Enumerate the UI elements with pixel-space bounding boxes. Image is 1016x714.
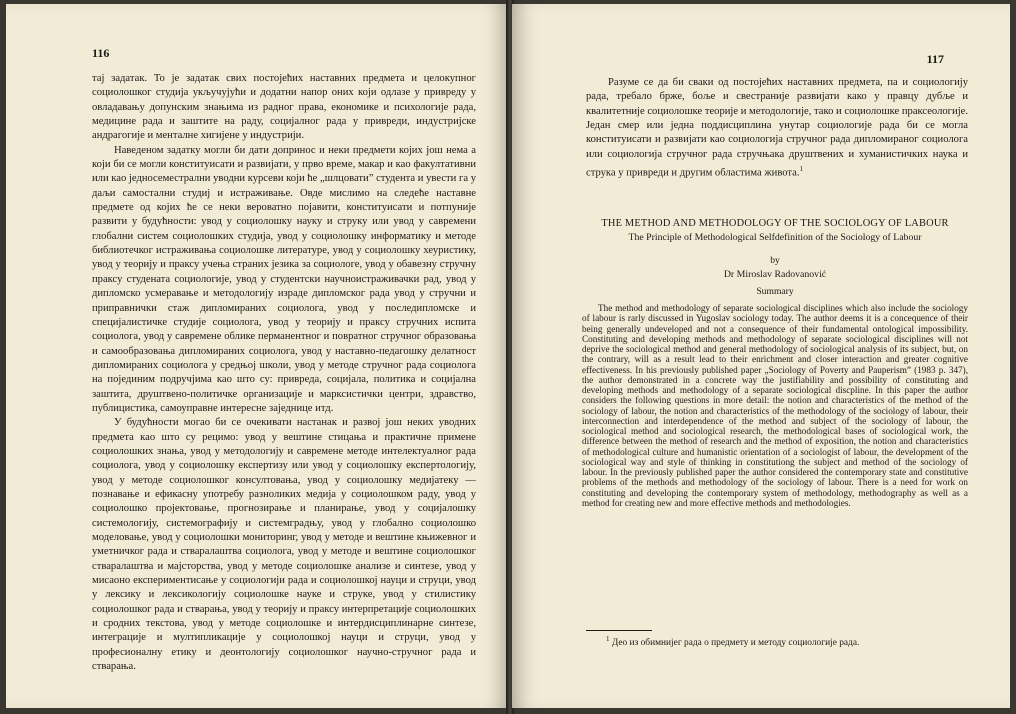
footnote-reference: 1	[799, 165, 804, 174]
left-page-body	[92, 72, 476, 674]
summary-by: by	[770, 255, 780, 266]
paragraph	[586, 76, 968, 181]
footnote	[606, 635, 966, 648]
footnote-divider	[586, 630, 652, 631]
left-page	[6, 4, 508, 708]
english-summary	[582, 218, 968, 508]
summary-heading: Summary	[756, 286, 794, 297]
paragraph: Наведеном задатку могли би дати допринос и неки предмети којих још нема а који би се могли конституисати и развијати, у прво време, макар и као факултативни или као једносеместрални уводни курсеви који ће „шлцовати” студента и увести га у даљи самостални студиј и истраживање. Овде мислимо на следеће наставне предмете од којих ће се неки вероватно појавити, конституисати и потпуније развити у будућности: увод у социолошку науку и струку или увод у савремени глобални систем социолошких студија, увод у социолошку информатику и методе библиотечког истраживања социолошке литературе, увод у социолошку хеуристику, увод у теорију и праксу учења страних језика за социологе, увод у обавезну стручну праксу студената социологије, увод у студентски научноистраживачки рад, увод у дипломско усмеравање и методологију израде дипломског рада увод у стручни и приправнички стаж дипломираних социолога, увод у последипломске и специјалистичке студије социолога, увод у теорију и праксу стручних испита социолога, увод у савремене облике перманентног и повратног стручног образовања и самообразовања дипломираних социолога, увод у наставно-педагошку делатност дипломираних социолога у средњој школи, увод у методе стручног рада социолога на појединим подручјима као што су: привреда, социјала, политика и социјална заштита, друштвено-политичке организације и марксистички центри, здравство, публицистика, самоуправне интересне заједнице итд.	[92, 144, 476, 414]
summary-subtitle: The Principle of Methodological Selfdefinition of the Sociology of Labour	[628, 232, 922, 243]
summary-title: THE METHOD AND METHODOLOGY OF THE SOCIOLOGY OF LABOUR	[601, 218, 949, 229]
footnote-mark: 1	[606, 635, 610, 643]
page-number-left: 116	[92, 46, 110, 60]
right-page-intro	[586, 76, 968, 181]
footnote-text: Део из обимнијег рада о предмету и методу социологије рада.	[611, 638, 860, 649]
right-page	[512, 4, 1010, 708]
summary-author: Dr Miroslav Radovanović	[723, 269, 827, 280]
paragraph: У будућности могао би се очекивати настанак и развој још неких уводних предмета као што су рецимо: увод у вештине стицања и практичне примене социолошких знања, увод у методологију и савремене методе интелектуалног рада социолога, увод у социолошку експертизу или увод у социолошку експертологију, увод у методе социолошког консултовања, увод у социолошку медијатеку — познавање и ефикасну употребу разноликих медија у социолошком раду, увод у социолошко пројектовање, прогнозирање и планирање, увод у социјалошку системологију, системографију и системградњу, увод у глобално социолошко моделовање, увод у социолошки мониторинг, увод у методе и вештине књижевног и уметничког рада и стваралаштва социолога, увод у методе и вештине социолошког стваралаштва и мајсторства, увод у методе социолошке анализе и синтезе, увод у мисаоно експериментисање у социологији рада и социолошкој науци и струци, увод у лексику и лексикологију социолошке науке и струке, увод у стилистику социолошког рада и стварања, увод у теорију и праксу интерпретације социолошких и сродних текстова, увод у методе социолошке и интердисциплинарне синтезе, интеграције и мултипликације у социолошкој науци и струци, увод у професионалну етику и деонтологију социолошког научно-стручног рада и стварања.	[92, 417, 476, 673]
page-number-right: 117	[926, 52, 944, 66]
intro-text: Разуме се да би сваки од постојећих наставних предмета, па и социологију рада, требало брже, боље и свестраније развијати како у правцу дубље и квалитетније социолошке теорије и методологије, тако и социолошке праксеологије. Један смер или једна поддисциплина унутар социологије рада би се могла конституисати и развијати као социологија стручног рада дипломираног социолога или социологија стручног рада стручњака друштвених и хуманистичких наука и струка у привреди и другим областима живота.	[586, 77, 968, 179]
summary-body: The method and methodology of separate sociological disciplines which also include the sociology of labour is rarly discussed in Yugoslav sociology today. The author deems it is a concequence of their being generally undeveloped and not a consequence of their fundamental ontological impossibility. Constituting and developing methods and methodology of separate sociological disciplines will not deprive the sociological method and general methodology of sociological analysis of its subject, but, on the contrary, will as a result lead to their enrichment and closer interaction and greater cognitive effectiveness. In his previously published paper „Sociology of Poverty and Pauperism” (1983 p. 347), the author demonstrated in a concrete way the justifiability and possibility of constituting and developing methods and methodology of a separate sociological discpline. In this paper the author considers the following questions in more detail: the notion and characteristics of the method of the sociology of labour, the notion and characteristics of the methodology of the sociology of labour, their interconnection and interdependence of the method and subject of the sociology of labour, the sociological method and sociological research, the methodological bases of sociological work, the difference between the method of research and the method of exposition, the notion and characteristics of methodological culture and humanistic orientation of a sociologist of labour, the development of the sociological way and style of thinking in constitutiong the subject and method of the sociology of labour. In the previously published paper the author considered the contemporary state and constitutive problems of the methods and methodology of the sociology of labour. There is a need for work on constituting and developing the contemporary system of methodology, methodography as well as a method for creating new and more effective methods and methodologies.	[582, 303, 968, 508]
paragraph: тај задатак. То је задатак свих постојећих наставних предмета и целокупног социолошког студија укључујући и додатни напор оних који одлазе у привреду у овладавању допунским знањима из радног права, економике и психологије рада, медицине рада и заштите на раду, социјалног рада у привреди, индустријске андрагогије и менталне хигијене у индустрији.	[92, 73, 476, 142]
